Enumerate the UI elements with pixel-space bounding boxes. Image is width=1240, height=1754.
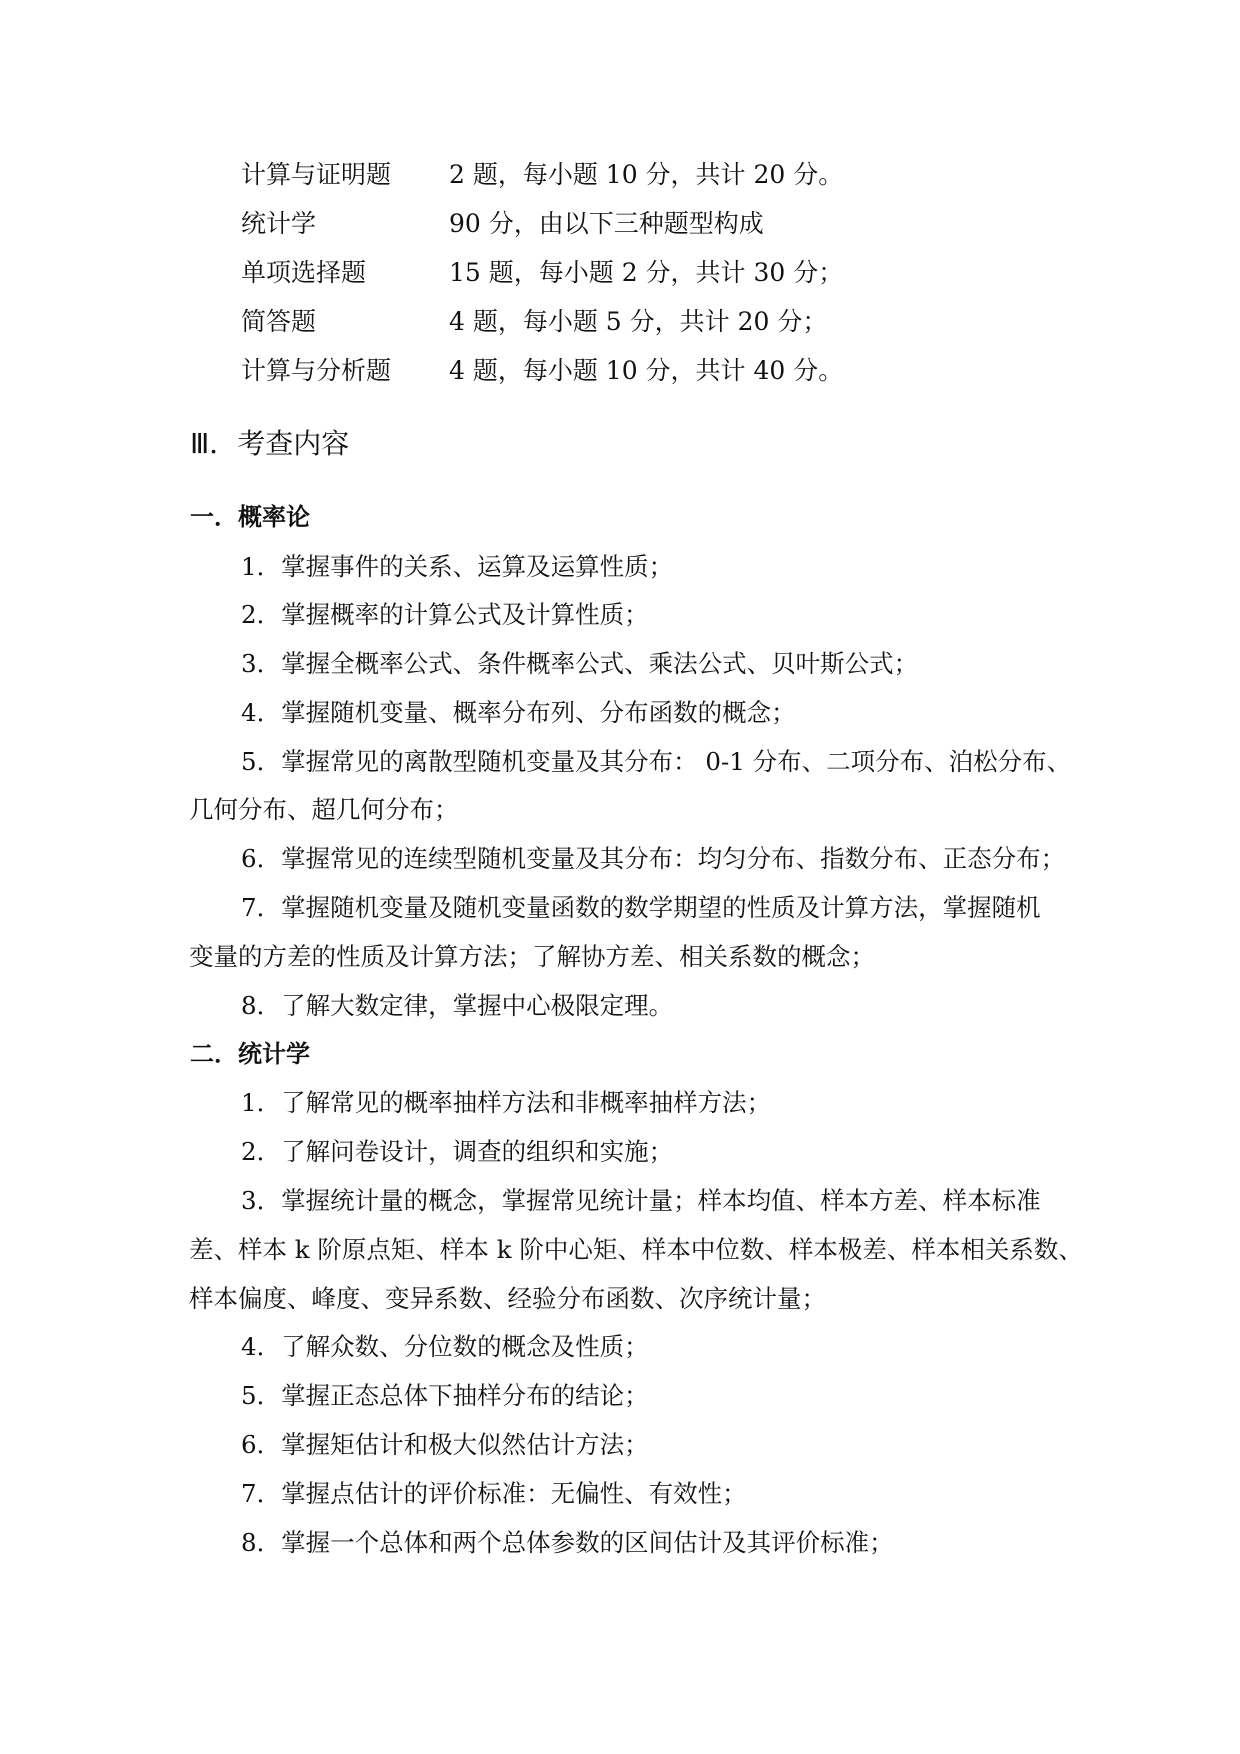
score-row-label: 简答题 bbox=[241, 307, 317, 336]
statistics-item: 2．了解问卷设计，调查的组织和实施； bbox=[241, 1137, 674, 1166]
score-row-desc: 2 题，每小题 10 分，共计 20 分。 bbox=[449, 160, 844, 189]
statistics-item: 1．了解常见的概率抽样方法和非概率抽样方法； bbox=[241, 1088, 772, 1117]
statistics-item-continuation: 差、样本 k 阶原点矩、样本 k 阶中心矩、样本中位数、样本极差、样本相关系数、 bbox=[189, 1235, 1083, 1264]
probability-item-continuation: 几何分布、超几何分布； bbox=[189, 795, 459, 824]
score-row-label: 单项选择题 bbox=[241, 258, 367, 287]
score-row-label: 统计学 bbox=[241, 209, 317, 238]
probability-item-continuation: 变量的方差的性质及计算方法；了解协方差、相关系数的概念； bbox=[189, 942, 875, 971]
statistics-item: 7．掌握点估计的评价标准：无偏性、有效性； bbox=[241, 1479, 747, 1508]
statistics-item: 5．掌握正态总体下抽样分布的结论； bbox=[241, 1381, 649, 1410]
probability-item: 2．掌握概率的计算公式及计算性质； bbox=[241, 600, 649, 629]
probability-item: 6．掌握常见的连续型随机变量及其分布：均匀分布、指数分布、正态分布； bbox=[241, 844, 1066, 873]
score-row-desc: 4 题，每小题 10 分，共计 40 分。 bbox=[449, 356, 844, 385]
probability-item: 8．了解大数定律，掌握中心极限定理。 bbox=[241, 991, 674, 1020]
statistics-item-continuation: 样本偏度、峰度、变异系数、经验分布函数、次序统计量； bbox=[189, 1284, 826, 1313]
probability-item: 7．掌握随机变量及随机变量函数的数学期望的性质及计算方法，掌握随机 bbox=[241, 893, 1041, 922]
score-row-desc: 15 题，每小题 2 分，共计 30 分； bbox=[449, 258, 844, 287]
probability-item: 3．掌握全概率公式、条件概率公式、乘法公式、贝叶斯公式； bbox=[241, 649, 919, 678]
score-row-label: 计算与证明题 bbox=[241, 160, 392, 189]
statistics-item: 3．掌握统计量的概念，掌握常见统计量；样本均值、样本方差、样本标准 bbox=[241, 1186, 1041, 1215]
probability-item: 4．掌握随机变量、概率分布列、分布函数的概念； bbox=[241, 698, 796, 727]
score-row-label: 计算与分析题 bbox=[241, 356, 392, 385]
section-title: Ⅲ．考查内容 bbox=[190, 427, 350, 460]
statistics-heading: 二．统计学 bbox=[190, 1040, 310, 1068]
probability-item: 1．掌握事件的关系、运算及运算性质； bbox=[241, 552, 674, 581]
statistics-item: 4．了解众数、分位数的概念及性质； bbox=[241, 1332, 649, 1361]
score-row-desc: 4 题，每小题 5 分，共计 20 分； bbox=[449, 307, 828, 336]
probability-item: 5．掌握常见的离散型随机变量及其分布： 0-1 分布、二项分布、泊松分布、 bbox=[241, 747, 1072, 776]
statistics-item: 8．掌握一个总体和两个总体参数的区间估计及其评价标准； bbox=[241, 1528, 894, 1557]
probability-heading: 一．概率论 bbox=[190, 503, 310, 531]
statistics-item: 6．掌握矩估计和极大似然估计方法； bbox=[241, 1430, 649, 1459]
score-row-desc: 90 分，由以下三种题型构成 bbox=[449, 209, 764, 238]
